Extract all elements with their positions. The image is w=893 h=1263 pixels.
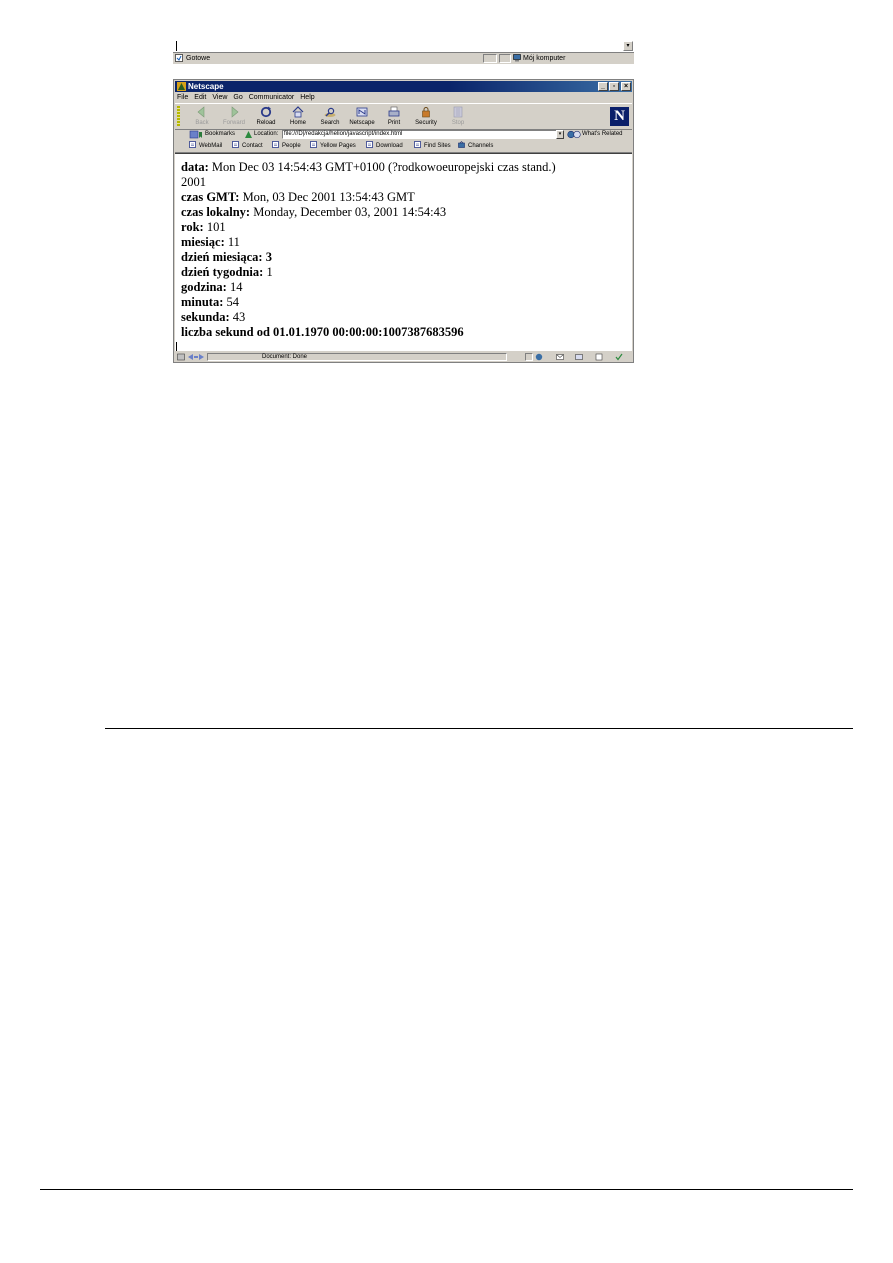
reload-button[interactable]: Reload — [252, 106, 280, 128]
content-line-minute: minuta: 54 — [181, 295, 239, 309]
ie-zone-text: Mój komputer — [523, 55, 566, 62]
forward-arrow-icon — [227, 106, 241, 118]
search-button[interactable]: Search — [316, 106, 344, 128]
netscape-button[interactable]: Netscape — [348, 106, 376, 128]
location-icon[interactable] — [244, 130, 253, 139]
text-caret — [176, 342, 177, 351]
status-cell — [525, 353, 533, 361]
print-button[interactable]: Print — [380, 106, 408, 128]
ie-page-icon — [175, 54, 183, 62]
computer-icon — [513, 54, 521, 62]
navigation-toolbar — [175, 103, 632, 130]
personal-item-download[interactable]: Download — [366, 141, 403, 152]
reload-icon — [259, 106, 273, 118]
menu-go[interactable]: Go — [233, 94, 243, 101]
content-line-local-time: czas lokalny: Monday, December 03, 2001 14:54:43 — [181, 205, 447, 219]
bookmark-page-icon — [366, 141, 373, 148]
close-button[interactable]: × — [621, 82, 631, 91]
separator-rule — [105, 728, 853, 729]
content-line-data: data: Mon Dec 03 14:54:43 GMT+0100 (?rodkowoeuropejski czas stand.) — [181, 160, 556, 174]
content-line-gmt: czas GMT: Mon, 03 Dec 2001 13:54:43 GMT — [181, 190, 415, 204]
location-url-input[interactable]: file:///D|/redakcja/helion/javascript/index.html — [282, 130, 559, 139]
netscape-icon — [355, 106, 369, 118]
menu-bar — [177, 93, 321, 102]
stop-icon — [451, 106, 465, 118]
menu-help[interactable]: Help — [300, 94, 315, 101]
mail-icon[interactable] — [556, 353, 564, 361]
security-button[interactable]: Security — [412, 106, 440, 128]
scroll-down-button[interactable]: ▾ — [623, 41, 633, 51]
content-line-day-of-week: dzień tygodnia: 1 — [181, 265, 273, 279]
bookmarks-icon[interactable] — [189, 130, 203, 139]
content-line-second: sekunda: 43 — [181, 310, 246, 324]
bookmark-page-icon — [232, 141, 239, 148]
checkmark-icon — [615, 353, 623, 361]
print-icon — [387, 106, 401, 118]
content-line-epoch-ms: liczba sekund od 01.01.1970 00:00:00:1007387683596 — [181, 325, 464, 339]
status-text: Document: Done — [262, 354, 308, 360]
forward-button[interactable]: Forward — [220, 106, 248, 128]
url-dropdown-button[interactable]: ▾ — [556, 130, 564, 139]
content-line-hour: godzina: 14 — [181, 280, 243, 294]
ie-window-fragment — [173, 40, 634, 64]
menu-edit[interactable]: Edit — [194, 94, 207, 101]
maximize-button[interactable]: ▫ — [609, 82, 619, 91]
status-bar — [175, 352, 632, 362]
title-bar — [175, 81, 632, 92]
home-button[interactable]: Home — [284, 106, 312, 128]
personal-item-yellow-pages[interactable]: Yellow Pages — [310, 141, 356, 152]
content-line-month: miesiąc: 11 — [181, 235, 240, 249]
channels-icon — [458, 141, 465, 148]
personal-toolbar — [175, 141, 632, 153]
bookmark-page-icon — [414, 141, 421, 148]
bookmark-page-icon — [272, 141, 279, 148]
personal-item-find-sites[interactable]: Find Sites — [414, 141, 451, 152]
ie-status-text: Gotowe — [186, 55, 211, 62]
personal-item-channels[interactable]: Channels — [458, 141, 493, 152]
security-lock-icon — [419, 106, 433, 118]
whats-related-label[interactable]: What's Related — [582, 131, 623, 137]
newsgroups-icon[interactable] — [575, 353, 583, 361]
ie-status-cell — [499, 54, 511, 63]
navigator-icon[interactable] — [535, 353, 543, 361]
footer-rule — [40, 1189, 853, 1190]
menu-view[interactable]: View — [212, 94, 228, 101]
menu-file[interactable]: File — [177, 94, 189, 101]
status-text-cell — [207, 353, 507, 361]
stop-button[interactable]: Stop — [444, 106, 472, 128]
toolbar-grip[interactable] — [177, 106, 180, 126]
location-toolbar — [175, 129, 632, 140]
home-icon — [291, 106, 305, 118]
search-icon — [323, 106, 337, 118]
whats-related-icon[interactable] — [567, 130, 581, 139]
netscape-window — [173, 79, 634, 363]
content-line-day-of-month: dzień miesiąca: 3 — [181, 250, 272, 264]
bookmark-page-icon — [189, 141, 196, 148]
netscape-logo-icon — [177, 82, 186, 91]
bookmarks-label[interactable]: Bookmarks — [205, 131, 236, 137]
component-bar-icon[interactable] — [177, 353, 185, 361]
connection-status-icon — [187, 353, 205, 361]
back-button[interactable]: Back — [188, 106, 216, 128]
personal-item-webmail[interactable]: WebMail — [189, 141, 222, 152]
bookmark-page-icon — [310, 141, 317, 148]
netscape-throbber-logo[interactable]: N — [610, 107, 629, 126]
composer-icon[interactable] — [595, 353, 603, 361]
content-line-rok: rok: 101 — [181, 220, 226, 234]
menu-communicator[interactable]: Communicator — [248, 94, 295, 101]
page-content — [175, 153, 632, 351]
ie-status-cell — [483, 54, 497, 63]
text-caret — [176, 41, 177, 51]
personal-item-contact[interactable]: Contact — [232, 141, 263, 152]
location-label: Location: — [254, 131, 279, 137]
window-title: Netscape — [188, 82, 224, 91]
content-line-year-wrap: 2001 — [181, 175, 206, 189]
back-arrow-icon — [195, 106, 209, 118]
ie-status-bar — [173, 52, 634, 64]
ie-scroll-row — [173, 40, 634, 52]
minimize-button[interactable]: _ — [598, 82, 608, 91]
personal-item-people[interactable]: People — [272, 141, 301, 152]
